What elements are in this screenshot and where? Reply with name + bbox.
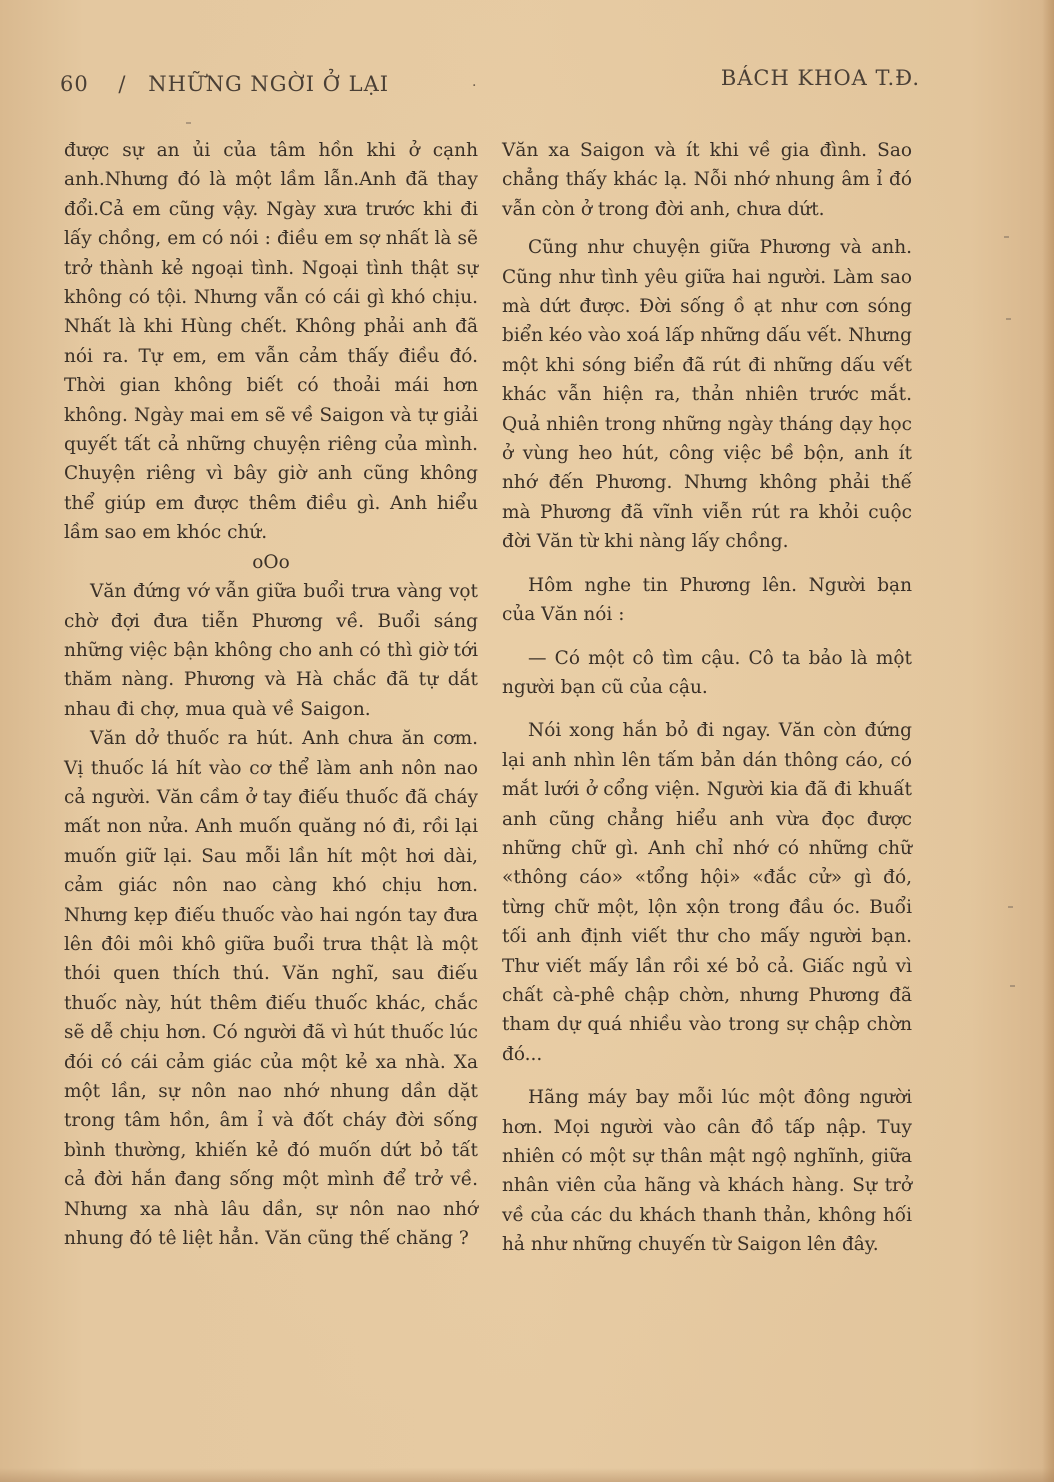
print-speck <box>1004 236 1009 238</box>
paragraph: Văn đứng vớ vẫn giữa buổi trưa vàng vọt chờ đợi đưa tiễn Phương về. Buổi sáng những việc bận không cho anh có thì giờ tới thăm nàng. Phương và Hà chắc đã tự dắt nhau đi chợ, mua quà về Saigon. <box>64 581 478 720</box>
paragraph: Văn dở thuốc ra hút. Anh chưa ăn cơm. Vị thuốc lá hít vào cơ thể làm anh nôn nao cả người. Văn cầm ở tay điếu thuốc đã cháy mất non nửa. Anh muốn quăng nó đi, rồi lại muốn giữ lại. Sau mỗi lần hít một hơi dài, cảm giác nôn nao càng khó chịu hơn. Nhưng kẹp điếu thuốc vào hai ngón tay đưa lên đôi môi khô giữa buổi trưa thật là một thói quen thích thú. Văn nghĩ, sau điếu thuốc này, hút thêm điếu thuốc khác, chắc sẽ dễ chịu hơn. Có người đã vì hút thuốc lúc đói có cái cảm giác của một kẻ xa nhà. Xa một lần, sự nôn nao nhớ nhung dần dặt trong tâm hồn, âm ỉ và đốt cháy đời sống bình thường, khiến kẻ đó muốn dứt bỏ tất cả đời hắn đang sống một mình để trở về. Nhưng xa nhà lâu dần, sự nôn nao nhớ nhung đó tê liệt hẳn. Văn cũng thế chăng ? <box>64 728 478 1250</box>
paragraph: Văn xa Saigon và ít khi về gia đình. Sao chẳng thấy khác lạ. Nỗi nhớ nhung âm ỉ đó vẫn còn ở trong đời anh, chưa dứt. <box>502 140 912 220</box>
section-title: NHỮNG NGỜI Ở LẠI <box>148 72 390 96</box>
print-speck <box>186 122 191 124</box>
paragraph: Nói xong hắn bỏ đi ngay. Văn còn đứng lại anh nhìn lên tấm bản dán thông cáo, có mắt lưới ở cổng viện. Người kia đã đi khuất anh cũng chẳng hiểu anh vừa đọc được những chữ gì. Anh chỉ nhớ có những chữ «thông cáo» «tổng hội» «đắc cử» gì đó, từng chữ một, lộn xộn trong đầu óc. Buổi tối anh định viết thư cho mấy người bạn. Thư viết mấy lần rồi xé bỏ cả. Giấc ngủ vì chất cà-phê chập chờn, nhưng Phương đã tham dự quá nhiều vào trong sự chập chờn đó... <box>502 720 912 1065</box>
paragraph: Hôm nghe tin Phương lên. Người bạn của Văn nói : <box>502 574 912 626</box>
magazine-name: BÁCH KHOA T.Đ. <box>720 66 920 90</box>
page-edge-shadow <box>1042 0 1054 1482</box>
page-number: 60 <box>60 72 89 96</box>
print-speck <box>1008 906 1013 908</box>
paragraph: được sự an ủi của tâm hồn khi ở cạnh anh.Nhưng đó là một lầm lẫn.Anh đã thay đổi.Cả em cũng vậy. Ngày xưa trước khi đi lấy chồng, em có nói : điều em sợ nhất là sẽ trở thành kẻ ngoại tình. Ngoại tình thật sự không có tội. Nhưng vẫn có cái gì khó chịu. Nhất là khi Hùng chết. Không phải anh đã nói ra. Tự em, em vẫn cảm thấy điều đó. Thời gian không biết có thoải mái hơn không. Ngày mai em sẽ về Saigon và tự giải quyết tất cả những chuyện riêng của mình. Chuyện riêng vì bây giờ anh cũng không thể giúp em được thêm điều gì. Anh hiểu lầm sao em khóc chứ. <box>64 140 478 544</box>
dialogue-line: — Có một cô tìm cậu. Cô ta bảo là một người bạn cũ của cậu. <box>502 647 912 698</box>
print-speck <box>1010 985 1015 987</box>
section-divider: oOo <box>252 551 290 573</box>
header-separator: / <box>118 72 127 96</box>
running-header <box>60 66 920 108</box>
print-speck <box>1006 318 1011 320</box>
header-dot: · <box>472 78 478 94</box>
page-bottom-shade <box>0 1468 1054 1482</box>
right-column <box>502 136 912 1260</box>
paragraph: Cũng như chuyện giữa Phương và anh. Cũng như tình yêu giữa hai người. Làm sao mà dứt được. Đời sống ồ ạt như cơn sóng biển kéo vào xoá lấp những dấu vết. Nhưng một khi sóng biển đã rút đi những dấu vết khác vẫn hiện ra, thản nhiên trước mắt. Quả nhiên trong những ngày tháng dạy học ở vùng heo hút, công việc bề bộn, anh ít nhớ đến Phương. Nhưng không phải thế mà Phương đã vĩnh viễn rút ra khỏi cuộc đời Văn từ khi nàng lấy chồng. <box>502 237 912 553</box>
paragraph: Hãng máy bay mỗi lúc một đông người hơn. Mọi người vào cân đồ tấp nập. Tuy nhiên có một sự thân mật ngộ nghĩnh, giữa nhân viên của hãng và khách hàng. Sự trở về của các du khách thanh thản, không hối hả như những chuyến từ Saigon lên đây. <box>502 1087 912 1256</box>
left-column <box>64 136 478 1253</box>
header-left <box>60 72 389 96</box>
